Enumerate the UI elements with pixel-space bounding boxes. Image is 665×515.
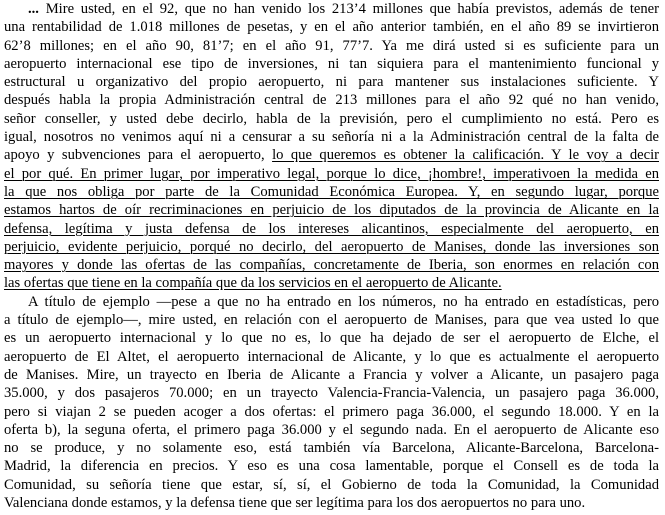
underlined-text: lo que queremos es obtener la calificación. Y le voy a decir — [272, 147, 659, 164]
text-line-underlined — [4, 238, 659, 256]
text-line-underlined — [4, 183, 659, 201]
underlined-text: las ofertas que tiene en la compañía que da los servicios en el aeropuerto de Alicante. — [4, 275, 502, 292]
text-line: señor conseller, y usted debe decirlo, habla de la previsión, pero el cumplimiento no está. Pero es — [4, 110, 659, 127]
underlined-text: defensa, legítima y justa defensa de los intereses alicantinos, especialmente del aeropuerto, en — [4, 220, 659, 237]
text-line: aeropuerto de El Altet, el aeropuerto internacional de Alicante, y lo que es actualmente el aeropuerto — [4, 348, 659, 365]
ellipsis-mark: ... — [28, 1, 46, 17]
underlined-text: mayores y donde las ofertas de las compañías, concretamente de Iberia, son enormes en relación con — [4, 257, 659, 274]
text-line: Comunidad, su señoría tiene que estar, sí, sí, el Gobierno de toda la Comunidad, la Comunidad — [4, 476, 659, 493]
text-line: apoyo y subvenciones para el aeropuerto, lo que queremos es obtener la calificación. Y le voy a decir — [4, 147, 659, 164]
underlined-text: estamos hartos de oír recriminaciones en perjuicio de los diputados de la provincia de Alicante en la — [4, 202, 659, 219]
underlined-text: perjuicio, evidente perjuicio, porqué no decirlo, del aeropuerto de Manises, donde las inversiones son — [4, 238, 659, 255]
text-line: ... Mire usted, en el 92, que no han venido los 213’4 millones que había previstos, además de tener — [28, 1, 660, 17]
text-line: Valenciana donde estamos, y la defensa tiene que ser legítima para los dos aeropuertos no para uno. — [4, 495, 586, 512]
text-line: es un aeropuerto internacional y lo que no es, lo que ha dejado de ser el aeropuerto de Elche, el — [4, 330, 659, 347]
text-line-underlined — [4, 274, 659, 292]
text-line-underlined — [4, 220, 659, 238]
text-line-underlined — [4, 256, 659, 274]
paragraph-1 — [4, 0, 659, 293]
text-line: 35.000, y dos pasajeros 70.000; en un trayecto Valencia-Francia-Valencia, un pasajero paga 36.000, — [4, 385, 659, 402]
text-line: estructural u organizativo del propio aeropuerto, ni para mantener sus instalaciones suficiente. Y — [4, 74, 659, 91]
text-line: aeropuerto internacional ese tipo de inversiones, ni tan siquiera para el mantenimiento funcional y — [4, 55, 659, 72]
underlined-text: la que nos obliga por parte de la Comunidad Económica Europea. Y, en segundo lugar, porque — [4, 183, 659, 200]
text-line-underlined — [4, 165, 659, 183]
paragraph-2 — [4, 293, 659, 513]
text-line-underlined — [4, 201, 659, 219]
text-line: 62’8 millones; en el año 90, 81’7; en el año 91, 77’7. Ya me dirá usted si es suficiente para un — [4, 37, 659, 54]
text-line: A título de ejemplo —pese a que no ha entrado en los números, no ha entrado en estadísticas, pero — [28, 293, 659, 310]
underlined-text: el por qué. En primer lugar, por imperativo legal, porque lo dice, ¡hombre!, imperativoen la medida en — [4, 165, 659, 182]
text-line: igual, nosotros no venimos aquí ni a censurar a su señoría ni a la Administración central de la falta de — [4, 129, 659, 146]
text-line: a título de ejemplo—, mire usted, en relación con el aeropuerto de Manises, para que vea usted lo que — [4, 312, 659, 329]
text-line: pero si viajan 2 se pueden acoger a dos ofertas: el primero paga 36.000, el segundo 18.000. Y en la — [4, 403, 659, 420]
text-line: Madrid, la diferencia en precios. Y eso es una cosa lamentable, porque el Consell es de toda la — [4, 458, 659, 475]
text-line: después habla la propia Administración central de 213 millones para el año 92 qué no han venido, — [4, 92, 659, 109]
text-line: oferta b), la seguna oferta, el primero paga 36.000 y el segundo nada. En el aeropuerto de Alicante eso — [4, 421, 659, 438]
text-line: de Manises. Mire, un trayecto en Iberia de Alicante a Francia y volver a Alicante, un pasajero paga — [4, 366, 659, 383]
text-line: una rentabilidad de 1.018 millones de pesetas, y en el año anterior también, en el año 89 se invirtieron — [4, 19, 659, 36]
text-line: no se produce, y no solamente eso, está también vía Barcelona, Alicante-Barcelona, Barcelona- — [4, 440, 659, 457]
